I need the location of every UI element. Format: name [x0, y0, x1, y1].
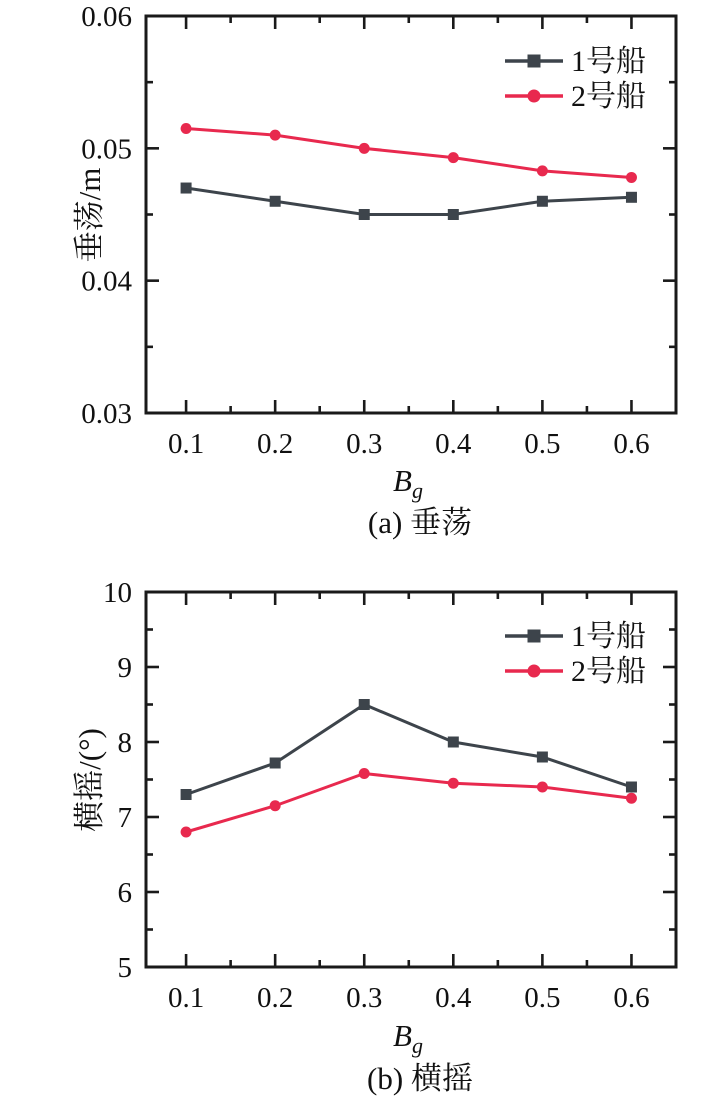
y-tick-label: 0.04 [81, 265, 132, 298]
series-2-circle-marker [626, 793, 637, 804]
x-tick-label: 0.5 [524, 982, 561, 1014]
series-2-circle-marker [359, 768, 370, 779]
x-axis-label-symbol: B [393, 463, 412, 498]
series-1-square-marker [181, 789, 192, 800]
series-1-square-marker [359, 209, 370, 220]
roll-chart-canvas [0, 552, 709, 1104]
roll-y-axis-label: 横摇/(°) [72, 728, 107, 832]
series-1-square-marker [537, 752, 548, 763]
series-2-circle-marker [270, 130, 281, 141]
y-tick-label: 10 [103, 577, 132, 609]
roll-caption: (b) 横摇 [367, 1061, 473, 1096]
series-line-1 [186, 188, 631, 214]
heave-caption: (a) 垂荡 [367, 505, 473, 540]
series-2-circle-marker [448, 778, 459, 789]
series-line-1 [186, 705, 631, 795]
series-2-circle-marker [181, 827, 192, 838]
series-2-circle-marker [448, 152, 459, 163]
legend-circle-marker [528, 90, 541, 103]
series-2-circle-marker [270, 800, 281, 811]
heave-y-axis-label: 垂荡/m [72, 167, 107, 263]
x-tick-label: 0.3 [346, 428, 383, 460]
heave-x-axis-label [393, 463, 423, 503]
series-1-square-marker [626, 192, 637, 203]
heave-plot-area [81, 1, 676, 460]
y-tick-label: 8 [117, 727, 132, 759]
x-axis-label-symbol: B [393, 1018, 412, 1053]
x-tick-label: 0.1 [167, 982, 205, 1014]
series-1-square-marker [359, 699, 370, 710]
y-tick-label: 6 [117, 877, 132, 909]
series-2-circle-marker [537, 165, 548, 176]
series-1-square-marker [270, 196, 281, 207]
x-tick-label: 0.6 [613, 982, 650, 1014]
series-2-circle-marker [626, 172, 637, 183]
x-tick-label: 0.6 [613, 428, 650, 460]
series-1-square-marker [626, 782, 637, 793]
series-1-square-marker [181, 183, 192, 194]
y-tick-label: 7 [117, 802, 132, 834]
x-tick-label: 0.2 [257, 428, 294, 460]
series-line-2 [186, 128, 631, 177]
x-tick-label: 0.1 [167, 428, 205, 460]
y-tick-label: 0.06 [81, 1, 132, 33]
legend-square-marker [528, 55, 541, 68]
legend-circle-marker [528, 665, 541, 678]
x-tick-label: 0.2 [257, 982, 294, 1014]
y-tick-label: 0.03 [81, 398, 132, 430]
legend-label: 2号船 [571, 655, 646, 688]
series-2-circle-marker [359, 143, 370, 154]
series-1-square-marker [270, 758, 281, 769]
series-2-circle-marker [537, 782, 548, 793]
series-1-square-marker [448, 737, 459, 748]
y-tick-label: 0.05 [81, 133, 132, 166]
series-2-circle-marker [181, 123, 192, 134]
x-tick-label: 0.5 [524, 428, 561, 460]
legend-label: 1号船 [571, 620, 646, 653]
series-line-2 [186, 774, 631, 833]
legend-label: 2号船 [571, 80, 646, 113]
legend-square-marker [528, 630, 541, 643]
y-tick-label: 9 [117, 652, 132, 684]
roll-plot-area [103, 577, 676, 1014]
x-tick-label: 0.3 [346, 982, 383, 1014]
roll-chart-figure [0, 552, 709, 1104]
x-axis-label-subscript: g [411, 478, 423, 503]
x-axis-label-subscript: g [411, 1033, 423, 1058]
x-tick-label: 0.4 [435, 982, 472, 1014]
y-tick-label: 5 [117, 952, 132, 984]
legend-label: 1号船 [571, 45, 646, 78]
series-1-square-marker [537, 196, 548, 207]
roll-x-axis-label [393, 1018, 423, 1058]
series-1-square-marker [448, 209, 459, 220]
x-tick-label: 0.4 [435, 428, 472, 460]
